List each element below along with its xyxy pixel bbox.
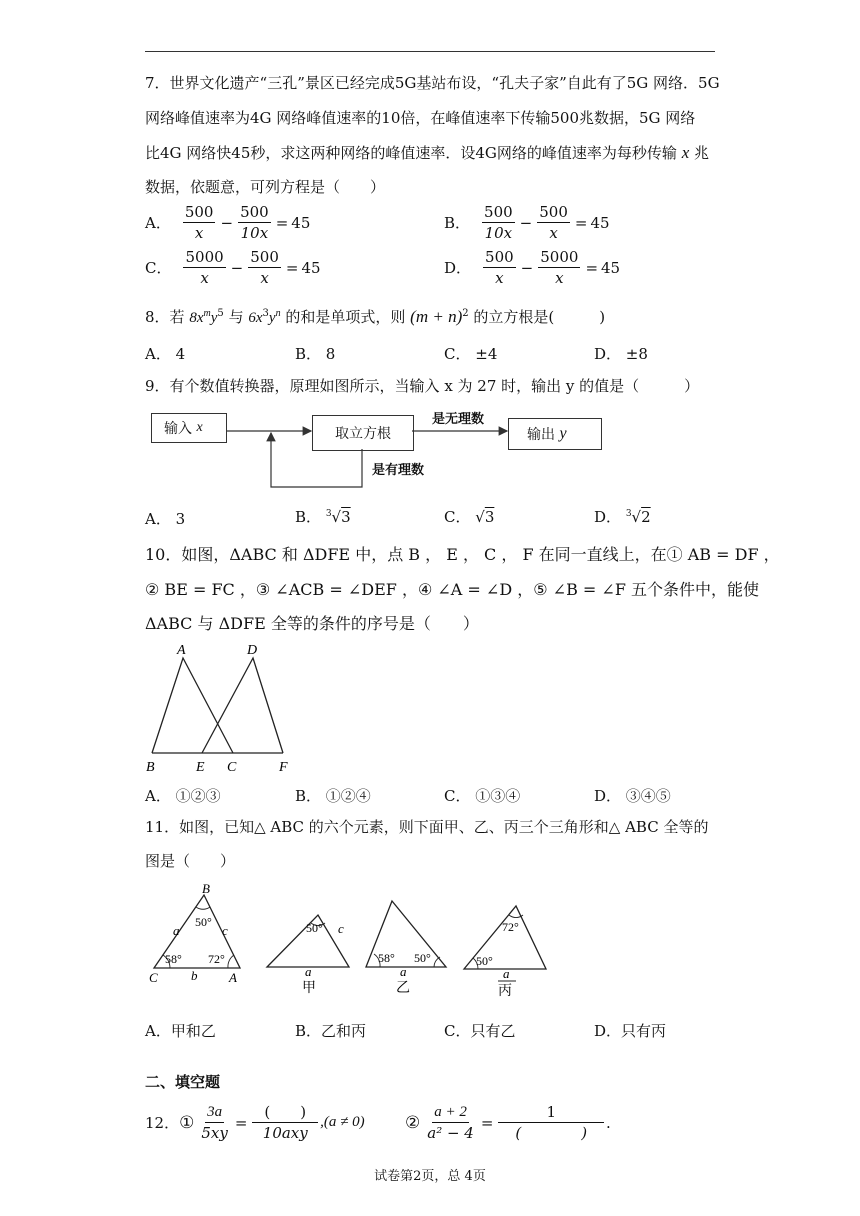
irrational-label: 是无理数 [432,412,485,427]
q12-part2: ② $\frac{a + 2}{\text{a² − 4}}$ = $\frac{1}{( )}$ . [405,1103,611,1142]
jia-side-c: c [338,921,344,936]
q11-option-d[interactable]: D．只有丙 [594,1022,667,1040]
point-c: C [227,760,237,775]
q8-stem: 8．若 $8x^my^5$ 与 $6x^3y^n$ 的和是单项式，则 $(m + n)^2$ 的立方根是( ) [145,307,606,326]
q12-period: . [605,1113,611,1132]
q10-line1: 10．如图，ΔABC 和 ΔDFE 中，点 B ， E ， C ， F 在同一直线上，在① AB = DF ， [145,545,780,564]
answer-blank-1[interactable]: $\frac{( )}{\text{10axy}}$ [252,1102,318,1143]
ref-side-a: a [173,923,180,938]
q7-line2: 网络峰值速率为4G 网络峰值速率的10倍，在峰值速率下传输500兆数据，5G 网络 [145,109,696,127]
q7-line1: 7．世界文化遗产“三孔”景区已经完成5G基站布设，“孔夫子家”自此有了5G 网络．5G [145,74,720,92]
q11-line2: 图是（ ） [145,852,236,870]
q8-option-a[interactable]: A． 4 [145,345,186,363]
q11-option-c[interactable]: C．只有乙 [444,1022,516,1040]
jia-angle: 50° [306,921,323,935]
rhs: 45 [301,258,321,277]
bing-angle-2: 50° [476,954,493,968]
fraction: $\frac{500}{10x}$ [240,203,269,242]
q7-line4: 数据，依题意，可列方程是（ ） [145,178,386,196]
point-b: B [146,760,155,775]
q10-option-a[interactable]: A． ①②③ [145,787,221,805]
q7-option-a[interactable]: A． $\frac{500}{x}$ − $\frac{500}{10x}$ = 45 [145,203,311,242]
bing-base-a: a [503,966,510,981]
q9-option-c[interactable]: C． √3 [444,508,495,526]
q9-option-b[interactable]: B． $^3$√3 [295,508,351,526]
q11-option-a[interactable]: A．甲和乙 [145,1022,216,1040]
q10-option-d[interactable]: D． ③④⑤ [594,787,671,805]
circle-two: ② [405,1112,421,1133]
ref-vertex-b: B [202,881,210,896]
output-box: 输出 y [508,418,602,450]
q8-option-c[interactable]: C． ±4 [444,345,498,363]
fraction: $\frac{500}{x}$ [485,248,514,287]
fraction: $\frac{500}{x}$ [539,203,568,242]
fraction: $\frac{5000}{x}$ [540,248,579,287]
point-f: F [279,760,288,775]
rational-label: 是有理数 [372,463,425,478]
q12-condition: ,(a ≠ 0) [320,1114,365,1130]
q7-line3-text: 比4G 网络快45秒，求这两种网络的峰值速率．设4G网络的峰值速率为每秒传输 [145,144,677,162]
q9-option-d[interactable]: D． $^3$√2 [594,508,651,526]
q11-option-b[interactable]: B．乙和丙 [295,1022,367,1040]
fraction: $\frac{a + 2}{\text{a² − 4}}$ [427,1104,474,1142]
q12-part1: 12． ① $\frac{3a}{5xy}$ = $\frac{( )}{\text{10axy}}$ ,(a ≠ 0) [145,1103,365,1142]
bing-angle-1: 72° [502,920,519,934]
option-label: C． [145,259,172,277]
page-footer: 试卷第2页，总 4页 [374,1169,486,1184]
cube-root-box: 取立方根 [312,415,414,451]
ref-vertex-c: C [149,970,158,985]
yi-angle-1: 58° [378,951,395,965]
q10-line3: ΔABC 与 ΔDFE 全等的条件的序号是（ ） [145,614,479,633]
q12-number: 12． [145,1114,180,1132]
section-title: 二、填空题 [145,1073,221,1091]
ref-side-b: b [191,968,198,983]
yi-base-a: a [400,964,407,979]
fraction: $\frac{500}{x}$ [184,203,214,242]
ref-angle-c: 58° [165,952,182,966]
rhs: 45 [601,258,621,277]
q9-option-a[interactable]: A． 3 [145,510,186,528]
q11-line1: 11．如图，已知△ ABC 的六个元素，则下面甲、乙、丙三个三角形和△ ABC 全等的 [145,818,709,836]
answer-blank-2[interactable]: $\frac{1}{( )}$ [498,1102,604,1143]
option-label: B． [444,214,471,232]
fraction: $\frac{3a}{5xy}$ [201,1104,228,1142]
point-a: A [177,643,186,658]
ref-angle-b: 50° [195,915,212,929]
q10-line2: ② BE = FC ，③ ∠ACB = ∠DEF ，④ ∠A = ∠D ，⑤ ∠B = ∠F 五个条件中，能使 [145,580,760,599]
q7-option-b[interactable]: B． $\frac{500}{10x}$ − $\frac{500}{x}$ = 45 [444,203,610,242]
fraction: $\frac{500}{10x}$ [484,203,513,242]
q8-option-d[interactable]: D． ±8 [594,345,648,363]
input-box: 输入 x [151,413,227,443]
fraction: $\frac{5000}{x}$ [185,248,224,287]
q10-figure [140,640,320,780]
q7-option-c[interactable]: C． $\frac{5000}{x}$ − $\frac{500}{x}$ = 45 [145,248,321,287]
jia-base-a: a [305,964,312,979]
q10-option-b[interactable]: B． ①②④ [295,787,371,805]
point-e: E [196,760,205,775]
ref-vertex-a: A [229,970,237,985]
q8-option-b[interactable]: B． 8 [295,345,336,363]
yi-angle-2: 50° [414,951,431,965]
q11-figure [140,875,560,1005]
option-label: D． [444,259,472,277]
circle-one: ① [179,1112,195,1133]
ref-angle-a: 72° [208,952,225,966]
yi-name: 乙 [396,981,410,996]
rhs: 45 [291,213,311,232]
option-label: A． [145,214,171,232]
bing-name: 丙 [498,984,512,999]
ref-side-c: c [222,923,228,938]
point-d: D [247,643,258,658]
q10-option-c[interactable]: C． ①③④ [444,787,521,805]
jia-name: 甲 [302,981,316,996]
q7-line3-end: 兆 [694,144,710,162]
q7-option-d[interactable]: D． $\frac{500}{x}$ − $\frac{5000}{x}$ = 45 [444,248,621,287]
q9-stem: 9．有个数值转换器，原理如图所示，当输入 x 为 27 时，输出 y 的值是（ ） [145,377,700,395]
fraction: $\frac{500}{x}$ [250,248,279,287]
rhs: 45 [590,213,610,232]
q7-var-x: x [681,143,690,162]
